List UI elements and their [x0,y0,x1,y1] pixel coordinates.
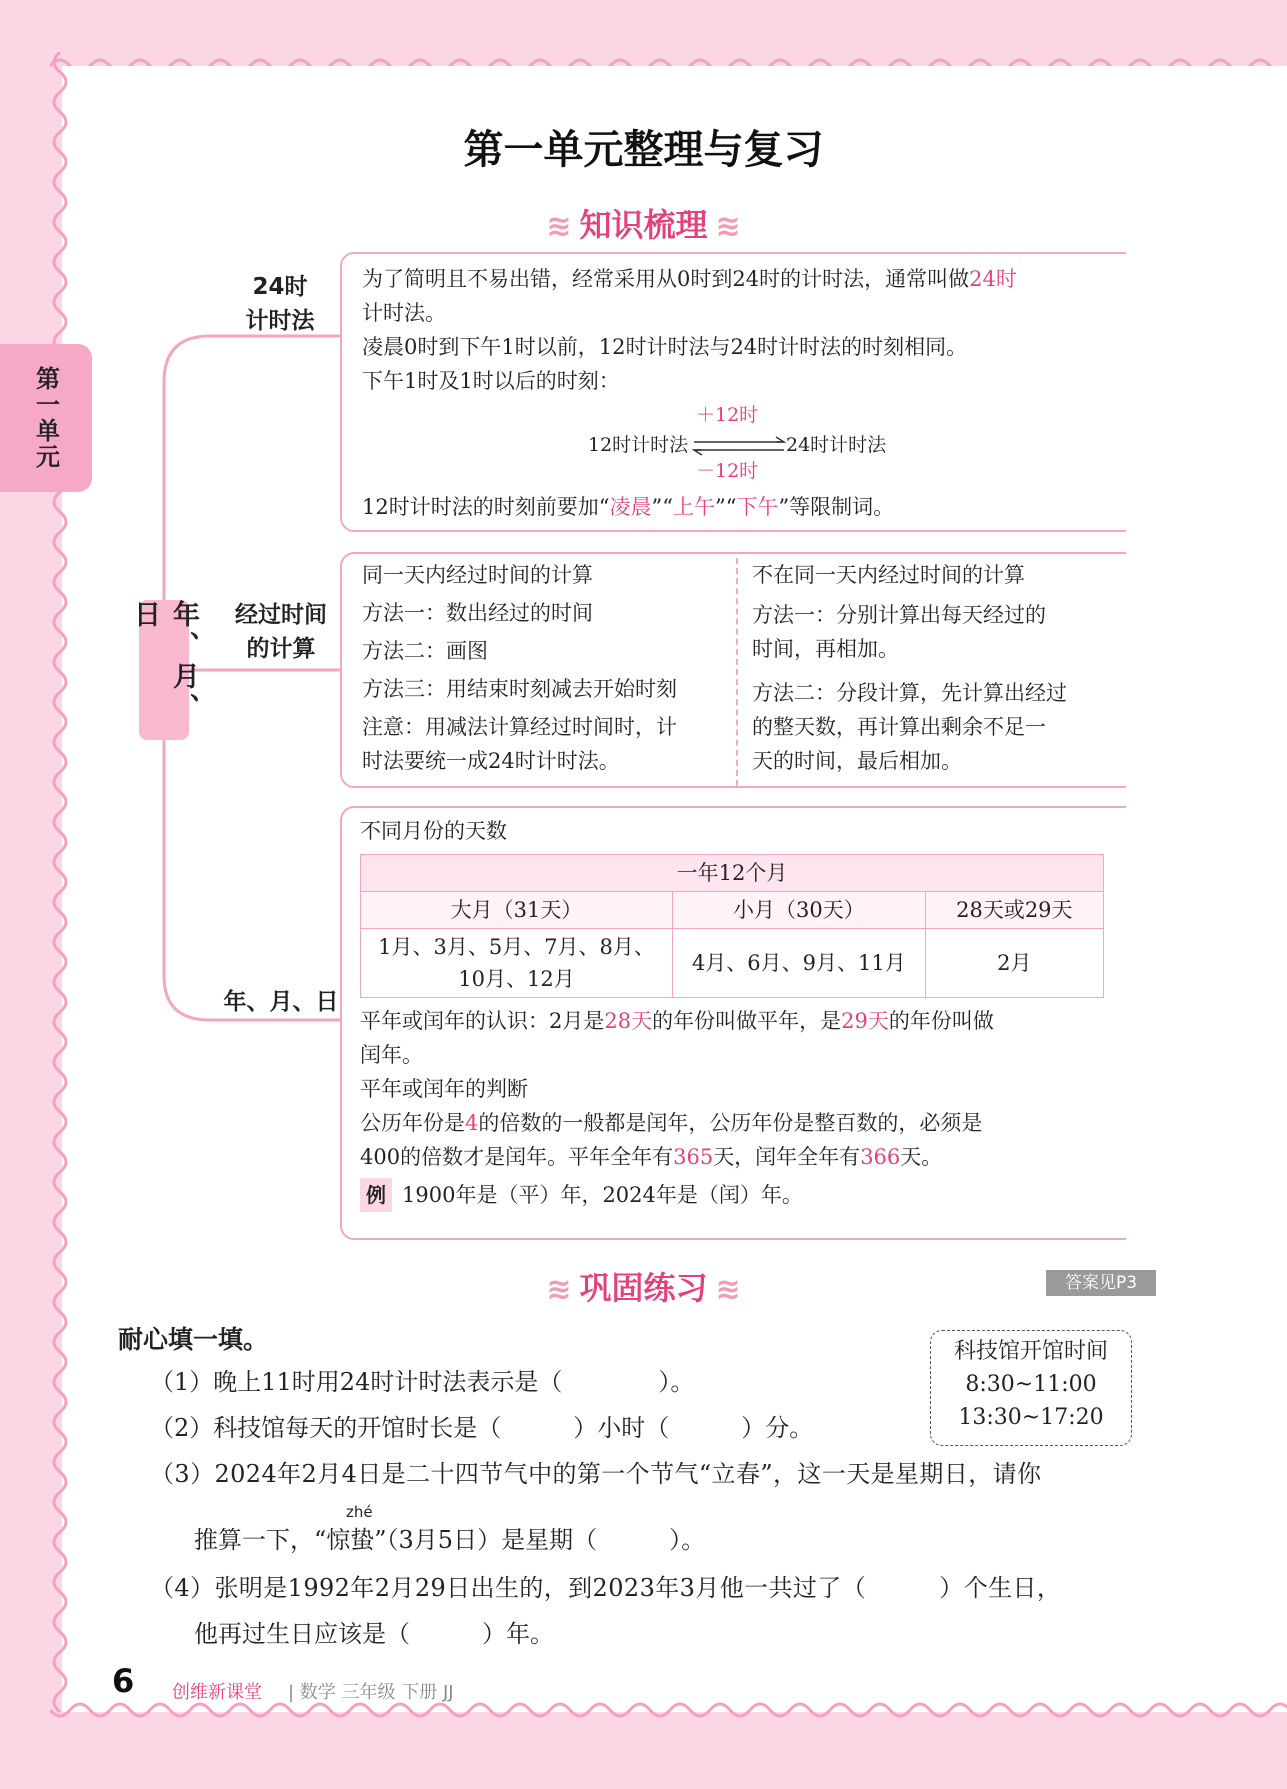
plus-12-label: ＋12时 [696,404,759,426]
leap-highlight-28: 28天 [604,1009,653,1033]
branch-24h-label: 24时 计时法 [245,274,315,334]
exercise-title: 耐心填一填。 [118,1325,269,1354]
rule-text: 公历年份是 [360,1111,465,1135]
knowledge-box-year-month-day [340,806,1126,1240]
box1-word-early-morning: 凌晨 [609,495,652,519]
box1-line4: 下午1时及1时以后的时刻： [362,369,620,393]
museum-hours-afternoon: 13:30~17:20 [958,1405,1104,1430]
cross-day-method-2b: 的整天数，再计算出剩余不足一 [752,715,1046,739]
answer-reference-badge: 答案见P3 [1046,1270,1156,1296]
section-heading-knowledge [0,200,1287,246]
table-cell-big-month-list [361,929,673,998]
table-row [361,929,1104,998]
same-day-method-2: 方法二：画图 [362,639,488,663]
box1-highlight: 24时 [969,267,1017,291]
museum-hours-morning: 8:30~11:00 [965,1372,1097,1397]
rule-text: 400的倍数才是闰年。平年全年有 [360,1145,674,1169]
museum-hours-box [930,1330,1132,1446]
wave-decoration-icon: ≋ [546,1272,572,1307]
box1-quote: ”“ [651,495,673,519]
leap-highlight-29: 29天 [841,1009,889,1033]
same-day-title: 同一天内经过时间的计算 [362,563,593,587]
table-cell-small-month: 小月（30天） [673,892,926,929]
box1-line5-end: ”等限制词。 [778,495,895,519]
table-cell-february-days: 28天或29天 [925,892,1103,929]
conversion-diagram [362,398,1126,490]
page-number: 6 [112,1662,135,1700]
wave-border-left [46,52,70,1722]
box1-line3: 凌晨0时到下午1时以前，12时计时法与24时计时法的时刻相同。 [362,335,968,359]
table-cell-big-month: 大月（31天） [361,892,673,929]
pinyin-annotation: zhé [346,1503,373,1521]
leap-text: 平年或闰年的认识：2月是 [360,1009,605,1033]
knowledge-box-24h [340,252,1126,532]
same-day-method-3: 方法三：用结束时刻减去开始时刻 [362,677,677,701]
same-day-note-2: 时法要统一成24时计时法。 [362,749,620,773]
section-heading-knowledge-label: 知识梳理 [579,206,708,244]
question-1[interactable]: （1）晚上11时用24时计时法表示是（ ）。 [150,1368,695,1396]
leap-rule-2 [360,1140,1126,1174]
box1-line1 [362,262,1126,296]
mindmap-root [129,600,199,740]
same-day-note-1: 注意：用减法计算经过时间时，计 [362,715,677,739]
cross-day-method-1a: 方法一：分别计算出每天经过的 [752,603,1046,627]
cross-day-title: 不在同一天内经过时间的计算 [752,563,1025,587]
rule-text: 天。 [900,1145,943,1169]
wave-decoration-icon: ≋ [546,209,572,244]
cross-day-method-2a: 方法二：分段计算，先计算出经过 [752,681,1067,705]
example-text: 1900年是（平）年，2024年是（闰）年。 [402,1183,803,1207]
box1-line5 [362,490,1126,524]
rule-highlight-366: 366 [860,1145,901,1169]
table-cell-february: 2月 [925,929,1103,998]
box1-line1-text: 为了简明且不易出错，经常采用从0时到24时的计时法，通常叫做 [362,267,970,291]
24h-system-label: 24时计时法 [786,434,887,456]
month-days-table [360,854,1104,998]
rule-highlight-365: 365 [673,1145,714,1169]
12h-system-label: 12时计时法 [588,434,689,456]
footer-brand: 创维新课堂 [172,1682,262,1703]
minus-12-label: －12时 [696,460,759,482]
rule-text: 的倍数的一般都是闰年，公历年份是整百数的，必须是 [478,1111,983,1135]
leap-year-definition-1 [360,1004,1126,1038]
question-3-line2[interactable]: 推算一下，“惊蛰”（3月5日）是星期（ ）。 [194,1526,706,1554]
branch-ymd-label: 年、月、日 [223,989,339,1015]
example-tag: 例 [360,1178,392,1212]
knowledge-box-elapsed-time [340,552,1126,788]
wave-decoration-icon: ≋ [715,1272,741,1307]
table-row [361,892,1104,929]
unit-side-tab [0,344,92,492]
table-header-row [361,855,1104,892]
leap-rule-1 [360,1106,1126,1140]
page-title: 第一单元整理与复习 [463,127,824,173]
section-heading-practice-label: 巩固练习 [579,1269,708,1307]
table-header-cell: 一年12个月 [361,855,1104,892]
question-4-line1[interactable]: （4）张明是1992年2月29日出生的，到2023年3月他一共过了（ ）个生日， [150,1574,1062,1602]
unit-side-tab-label: 第一单元 [31,366,60,470]
question-4-line2[interactable]: 他再过生日应该是（ ）年。 [194,1620,554,1648]
same-day-column [348,558,736,786]
leap-year-judge-heading: 平年或闰年的判断 [360,1077,528,1101]
wave-decoration-icon: ≋ [715,209,741,244]
box1-word-morning: 上午 [672,495,715,519]
question-2[interactable]: （2）科技馆每天的开馆时长是（ ）小时（ ）分。 [150,1414,814,1442]
leap-text: 的年份叫做 [888,1009,994,1033]
box1-line5-text: 12时计时法的时刻前要加“ [362,495,610,519]
same-day-method-1: 方法一：数出经过的时间 [362,601,593,625]
rule-highlight-4: 4 [465,1111,479,1135]
box1-line2: 计时法。 [362,301,446,325]
footer-book-info: | 数学 三年级 下册 JJ [288,1682,454,1703]
table-cell-small-month-list: 4月、6月、9月、11月 [673,929,926,998]
mindmap-root-label: 年、月、日 [129,600,199,724]
double-arrow-icon [692,436,786,456]
branch-elapsed-time-label: 经过时间 的计算 [235,602,327,662]
example-line [360,1178,1126,1212]
elapsed-time-columns [348,558,1126,786]
rule-text: 天，闰年全年有 [713,1145,861,1169]
leap-text: 的年份叫做平年，是 [652,1009,842,1033]
box1-word-afternoon: 下午 [736,495,779,519]
cross-day-method-1b: 时间，再相加。 [752,637,899,661]
box1-quote: ”“ [714,495,737,519]
month-days-heading: 不同月份的天数 [360,819,507,843]
cross-day-column [736,558,1126,786]
question-3-line1[interactable]: （3）2024年2月4日是二十四节气中的第一个节气“立春”，这一天是星期日，请你 [150,1460,1042,1488]
big-month-list-line1: 1月、3月、5月、7月、8月、 [378,935,655,959]
museum-hours-title: 科技馆开馆时间 [953,1339,1108,1364]
leap-year-definition-2: 闰年。 [360,1043,423,1067]
cross-day-method-2c: 天的时间，最后相加。 [752,749,962,773]
big-month-list-line2: 10月、12月 [458,967,575,991]
